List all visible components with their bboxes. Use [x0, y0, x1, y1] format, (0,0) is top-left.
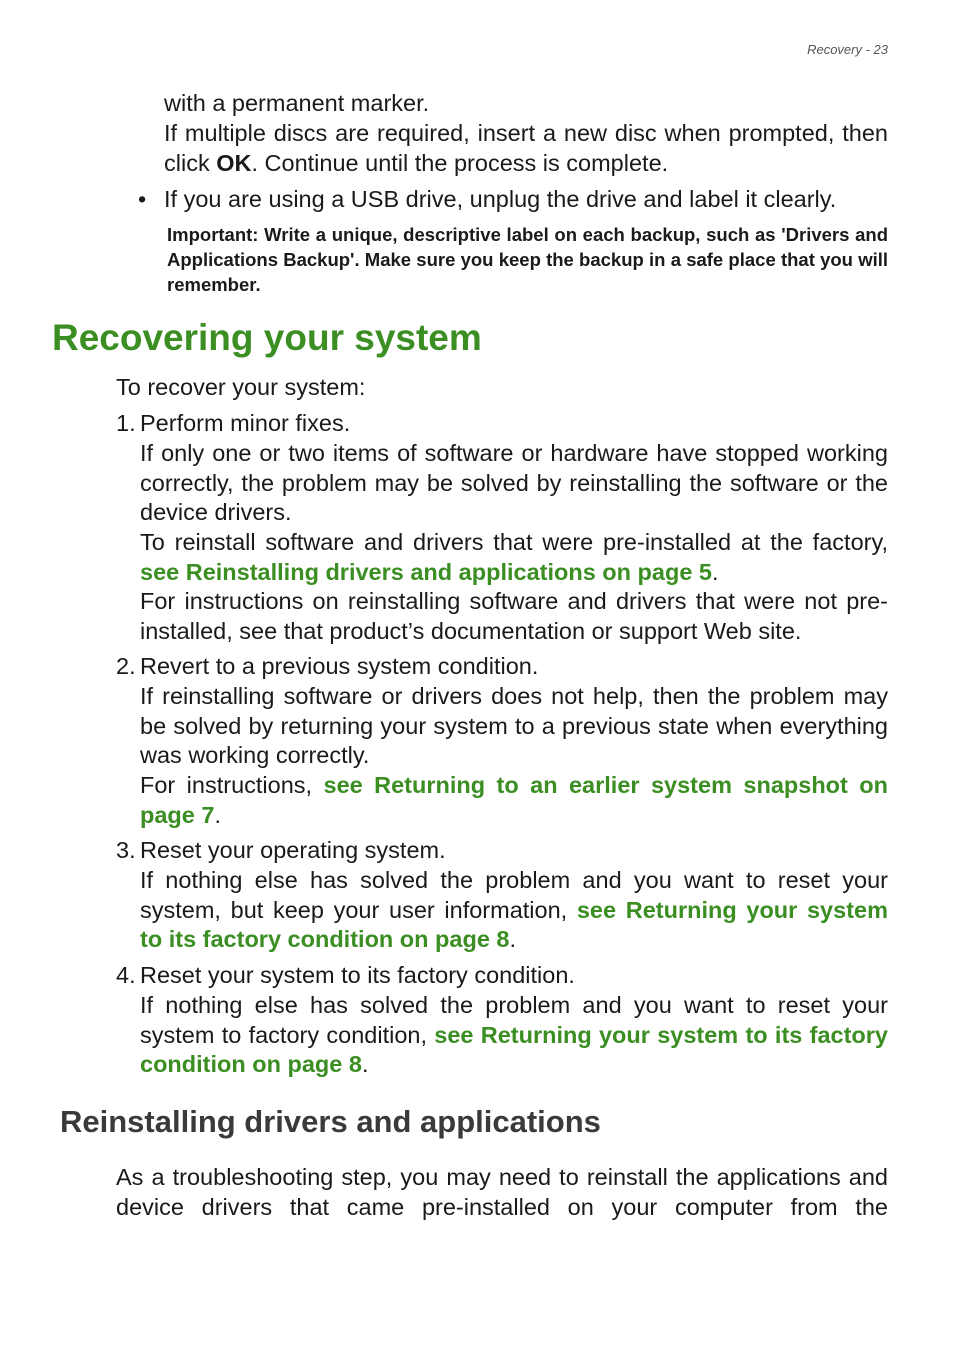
list-item-paragraph: For instructions on reinstalling software and drivers that were not pre-installed, see that product’s documentation or support Web site. — [140, 588, 888, 644]
continued-text: with a permanent marker. — [164, 90, 430, 116]
link-factory-condition[interactable]: see Returning your system to its factory condition on page 8 — [140, 896, 888, 953]
list-number: 1. — [116, 410, 136, 436]
ok-label: OK — [216, 149, 252, 176]
list-number: 3. — [116, 837, 136, 863]
list-item-paragraph: If nothing else has solved the problem and you want to reset your system, but keep your user information, see Returning your system to its factory condition on page 8. — [140, 867, 888, 953]
bullet-usb-drive: If you are using a USB drive, unplug the drive and label it clearly. — [164, 186, 837, 212]
paragraph-multiple-discs: If multiple discs are required, insert a new disc when prompted, then click OK. Continue until the process is complete. — [164, 120, 888, 176]
link-earlier-snapshot[interactable]: see Returning to an earlier system snapshot on page 7 — [140, 772, 888, 828]
list-item-title: Reset your operating system. — [140, 837, 446, 863]
intro-text: To recover your system: — [116, 374, 366, 400]
heading-reinstalling-drivers: Reinstalling drivers and applications — [60, 1104, 601, 1139]
running-head: Recovery - 23 — [807, 42, 888, 57]
list-number: 4. — [116, 962, 136, 988]
list-item-title: Revert to a previous system condition. — [140, 653, 539, 679]
list-item-paragraph: If nothing else has solved the problem and you want to reset your system to factory condition, see Returning your system to its factory condition on page 8. — [140, 992, 888, 1078]
list-item-paragraph: For instructions, see Returning to an earlier system snapshot on page 7. — [140, 772, 888, 828]
list-item-title: Perform minor fixes. — [140, 410, 351, 436]
list-item-paragraph: If only one or two items of software or hardware have stopped working correctly, the problem may be solved by reinstalling the software or the device drivers. — [140, 440, 888, 526]
important-note: Important: Write a unique, descriptive label on each backup, such as 'Drivers and Applications Backup'. Make sure you keep the backup in a safe place that you will remember. — [167, 224, 888, 295]
heading-recovering-your-system: Recovering your system — [52, 317, 482, 358]
list-item-paragraph: If reinstalling software or drivers does not help, then the problem may be solved by returning your system to a previous state when everything was working correctly. — [140, 683, 888, 769]
link-factory-condition[interactable]: see Returning your system to its factory condition on page 8 — [140, 1021, 888, 1078]
list-item-paragraph: To reinstall software and drivers that were pre-installed at the factory, see Reinstalling drivers and applications on page 5. — [140, 529, 888, 585]
list-item-title: Reset your system to its factory condition. — [140, 962, 575, 988]
link-reinstalling-drivers[interactable]: see Reinstalling drivers and applications on page 5 — [140, 558, 712, 585]
section-paragraph: As a troubleshooting step, you may need to reinstall the applications and device drivers that came pre-installed on your computer from the — [116, 1164, 888, 1220]
list-number: 2. — [116, 653, 136, 679]
bullet-icon: • — [138, 186, 147, 212]
